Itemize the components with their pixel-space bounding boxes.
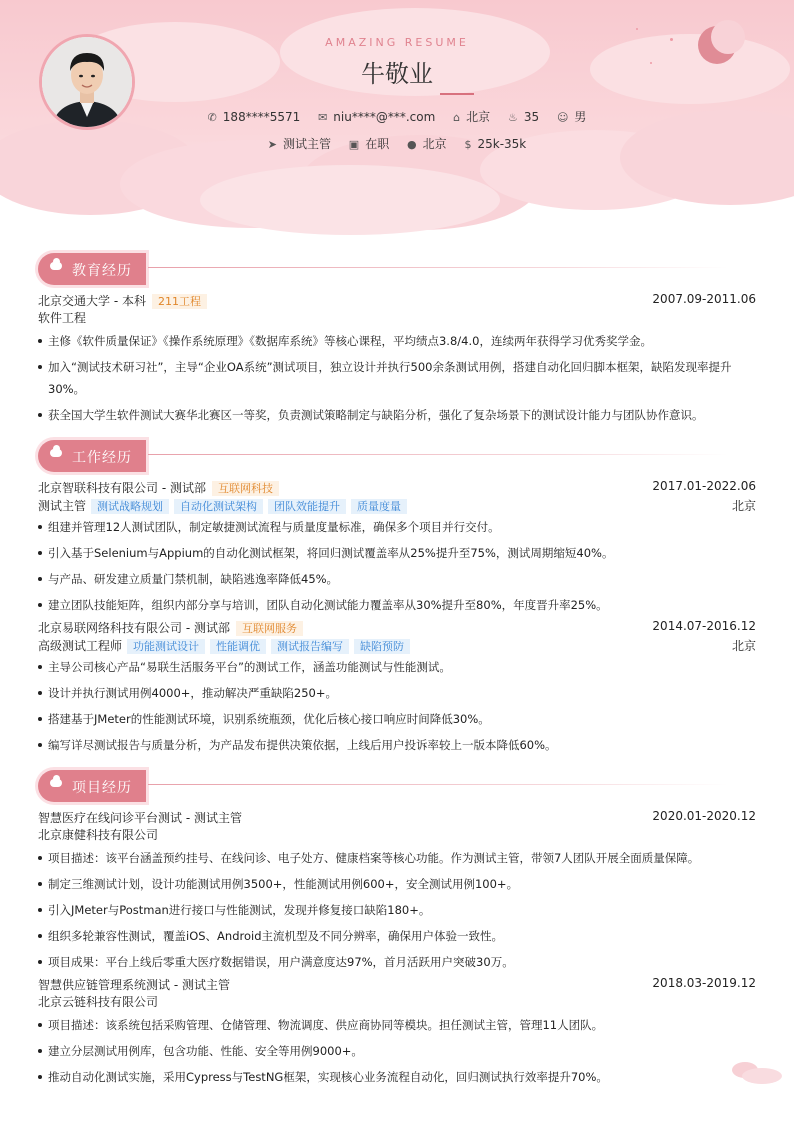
send-icon: ➤ <box>267 138 277 151</box>
section-title: 工作经历 <box>72 450 132 466</box>
major: 软件工程 <box>38 311 87 325</box>
project-bullets <box>38 845 756 975</box>
list-item: 制定三维测试计划，设计功能测试用例3500+，性能测试用例600+，安全测试用例100+。 <box>38 871 756 897</box>
education-entry-header <box>38 291 756 309</box>
email-item <box>318 110 435 124</box>
list-item: 项目描述：该系统包括采购管理、仓储管理、物流调度、供应商协同等模块。担任测试主管，管理11人团队。 <box>38 1012 756 1038</box>
job-bullets <box>38 514 756 618</box>
name-underline <box>440 93 474 95</box>
projects-section <box>38 770 756 1090</box>
mail-icon: ✉ <box>318 111 328 124</box>
project-bullets <box>38 1012 756 1090</box>
section-divider <box>148 267 728 268</box>
skill-tag: 性能调优 <box>210 639 266 654</box>
project-company: 北京云链科技有限公司 <box>38 995 159 1009</box>
phone-text: 188****5571 <box>222 110 301 124</box>
gender-icon: ☺ <box>556 111 569 124</box>
skill-tag: 测试报告编写 <box>271 639 349 654</box>
section-divider <box>148 784 728 785</box>
section-header <box>38 440 756 472</box>
skill-tag: 团队效能提升 <box>268 499 346 514</box>
list-item: 加入“测试技术研习社”，主导“企业OA系统”测试项目，独立设计并执行500余条测试用例，搭建自动化回归脚本框架，缺陷发现率提升30%。 <box>38 354 756 402</box>
cloud-decoration <box>200 165 500 235</box>
age-item <box>508 110 539 124</box>
job-status-text: 在职 <box>365 137 390 151</box>
industry-tag: 互联网服务 <box>236 621 303 636</box>
briefcase-icon: ▣ <box>348 138 360 151</box>
cloud-icon <box>50 449 62 457</box>
project-date: 2020.01-2020.12 <box>652 809 756 823</box>
list-item: 设计并执行测试用例4000+，推动解决严重缺陷250+。 <box>38 680 756 706</box>
list-item: 组建并管理12人测试团队，制定敏捷测试流程与质量度量标准，确保多个项目并行交付。 <box>38 514 756 540</box>
job-role-row <box>38 636 756 654</box>
project-entry <box>38 808 756 975</box>
gender-item <box>557 108 586 125</box>
job-header <box>38 618 756 636</box>
cloud-icon <box>50 262 62 270</box>
target-city-text: 北京 <box>422 137 447 151</box>
list-item: 主修《软件质量保证》《操作系统原理》《数据库系统》等核心课程，平均绩点3.8/4.0，连续两年获得学习优秀奖学金。 <box>38 328 756 354</box>
location-icon: ● <box>407 138 417 151</box>
section-title: 教育经历 <box>72 263 132 279</box>
project-company: 北京康健科技有限公司 <box>38 828 159 842</box>
hometown-text: 北京 <box>466 110 491 124</box>
phone-icon: ✆ <box>207 111 217 124</box>
industry-tag: 互联网科技 <box>212 481 279 496</box>
education-bullets <box>38 328 756 428</box>
education-date: 2007.09-2011.06 <box>652 292 756 306</box>
target-position-text: 测试主管 <box>282 137 331 151</box>
education-section <box>38 253 756 428</box>
salary-item <box>464 137 526 151</box>
list-item: 项目成果：平台上线后零重大医疗数据错误，用户满意度达97%，首月活跃用户突破30万。 <box>38 949 756 975</box>
project-header <box>38 975 756 993</box>
school-name: 北京交通大学 - 本科 <box>38 294 146 308</box>
gender-text: 男 <box>574 110 587 124</box>
job-date: 2017.01-2022.06 <box>652 479 756 493</box>
skill-tag: 缺陷预防 <box>354 639 410 654</box>
company-name: 北京易联网络科技有限公司 - 测试部 <box>38 621 230 635</box>
skill-tag: 测试战略规划 <box>91 499 169 514</box>
cloud-decoration <box>742 1068 782 1084</box>
job-role: 高级测试工程师 <box>38 639 123 653</box>
section-pill <box>38 770 146 802</box>
home-icon: ⌂ <box>453 111 461 124</box>
list-item: 编写详尽测试报告与质量分析，为产品发布提供决策依据，上线后用户投诉率较上一版本降低60%。 <box>38 732 756 758</box>
age-text: 35 <box>523 110 540 124</box>
work-section <box>38 440 756 758</box>
skill-tag: 质量度量 <box>351 499 407 514</box>
school-tag: 211工程 <box>152 294 207 309</box>
list-item: 推动自动化测试实施，采用Cypress与TestNG框架，实现核心业务流程自动化，回归测试执行效率提升70%。 <box>38 1064 756 1090</box>
job-status-item <box>349 135 389 152</box>
job-role: 测试主管 <box>38 499 87 513</box>
job-bullets <box>38 654 756 758</box>
company-name: 北京智联科技有限公司 - 测试部 <box>38 481 206 495</box>
skill-tag: 功能测试设计 <box>127 639 205 654</box>
job-role-row <box>38 496 756 514</box>
list-item: 组织多轮兼容性测试，覆盖iOS、Android主流机型及不同分辨率，确保用户体验一致性。 <box>38 923 756 949</box>
project-name: 智慧供应链管理系统测试 - 测试主管 <box>38 978 230 992</box>
section-title: 项目经历 <box>72 780 132 796</box>
job-intent-row <box>0 135 794 152</box>
section-header <box>38 253 756 285</box>
project-entry <box>38 975 756 1090</box>
list-item: 与产品、研发建立质量门禁机制，缺陷逃逸率降低45%。 <box>38 566 756 592</box>
section-pill <box>38 440 146 472</box>
list-item: 引入基于Selenium与Appium的自动化测试框架，将回归测试覆盖率从25%提升至75%，测试周期缩短40%。 <box>38 540 756 566</box>
job-city: 北京 <box>731 639 756 653</box>
candidate-name: 牛敬业 <box>361 60 433 88</box>
job-entry <box>38 478 756 618</box>
target-city-item <box>407 135 447 152</box>
target-position-item <box>268 135 331 152</box>
money-icon: $ <box>464 138 472 151</box>
cloud-icon <box>50 779 62 787</box>
job-header <box>38 478 756 496</box>
job-city: 北京 <box>731 499 756 513</box>
phone-item <box>208 110 301 124</box>
project-name: 智慧医疗在线问诊平台测试 - 测试主管 <box>38 811 242 825</box>
cake-icon: ♨ <box>507 111 518 124</box>
salary-text: 25k-35k <box>477 137 527 151</box>
section-header <box>38 770 756 802</box>
project-date: 2018.03-2019.12 <box>652 976 756 990</box>
list-item: 项目描述：该平台涵盖预约挂号、在线问诊、电子处方、健康档案等核心功能。作为测试主管，带领7人团队开展全面质量保障。 <box>38 845 756 871</box>
list-item: 获全国大学生软件测试大赛华北赛区一等奖，负责测试策略制定与缺陷分析，强化了复杂场景下的测试设计能力与团队协作意识。 <box>38 402 756 428</box>
section-divider <box>148 454 728 455</box>
job-entry <box>38 618 756 758</box>
skill-tag: 自动化测试架构 <box>174 499 263 514</box>
section-pill <box>38 253 146 285</box>
contact-row <box>0 108 794 125</box>
job-date: 2014.07-2016.12 <box>652 619 756 633</box>
list-item: 建立团队技能矩阵，组织内部分享与培训，团队自动化测试能力覆盖率从30%提升至80%，年度晋升率25%。 <box>38 592 756 618</box>
project-header <box>38 808 756 826</box>
resume-tagline: AMAZING RESUME <box>325 36 469 49</box>
list-item: 主导公司核心产品“易联生活服务平台”的测试工作，涵盖功能测试与性能测试。 <box>38 654 756 680</box>
list-item: 引入JMeter与Postman进行接口与性能测试，发现并修复接口缺陷180+。 <box>38 897 756 923</box>
star-icon <box>636 28 638 30</box>
list-item: 搭建基于JMeter的性能测试环境，识别系统瓶颈，优化后核心接口响应时间降低30%。 <box>38 706 756 732</box>
hometown-item <box>453 108 490 125</box>
list-item: 建立分层测试用例库，包含功能、性能、安全等用例9000+。 <box>38 1038 756 1064</box>
email-text: niu****@***.com <box>333 110 436 124</box>
